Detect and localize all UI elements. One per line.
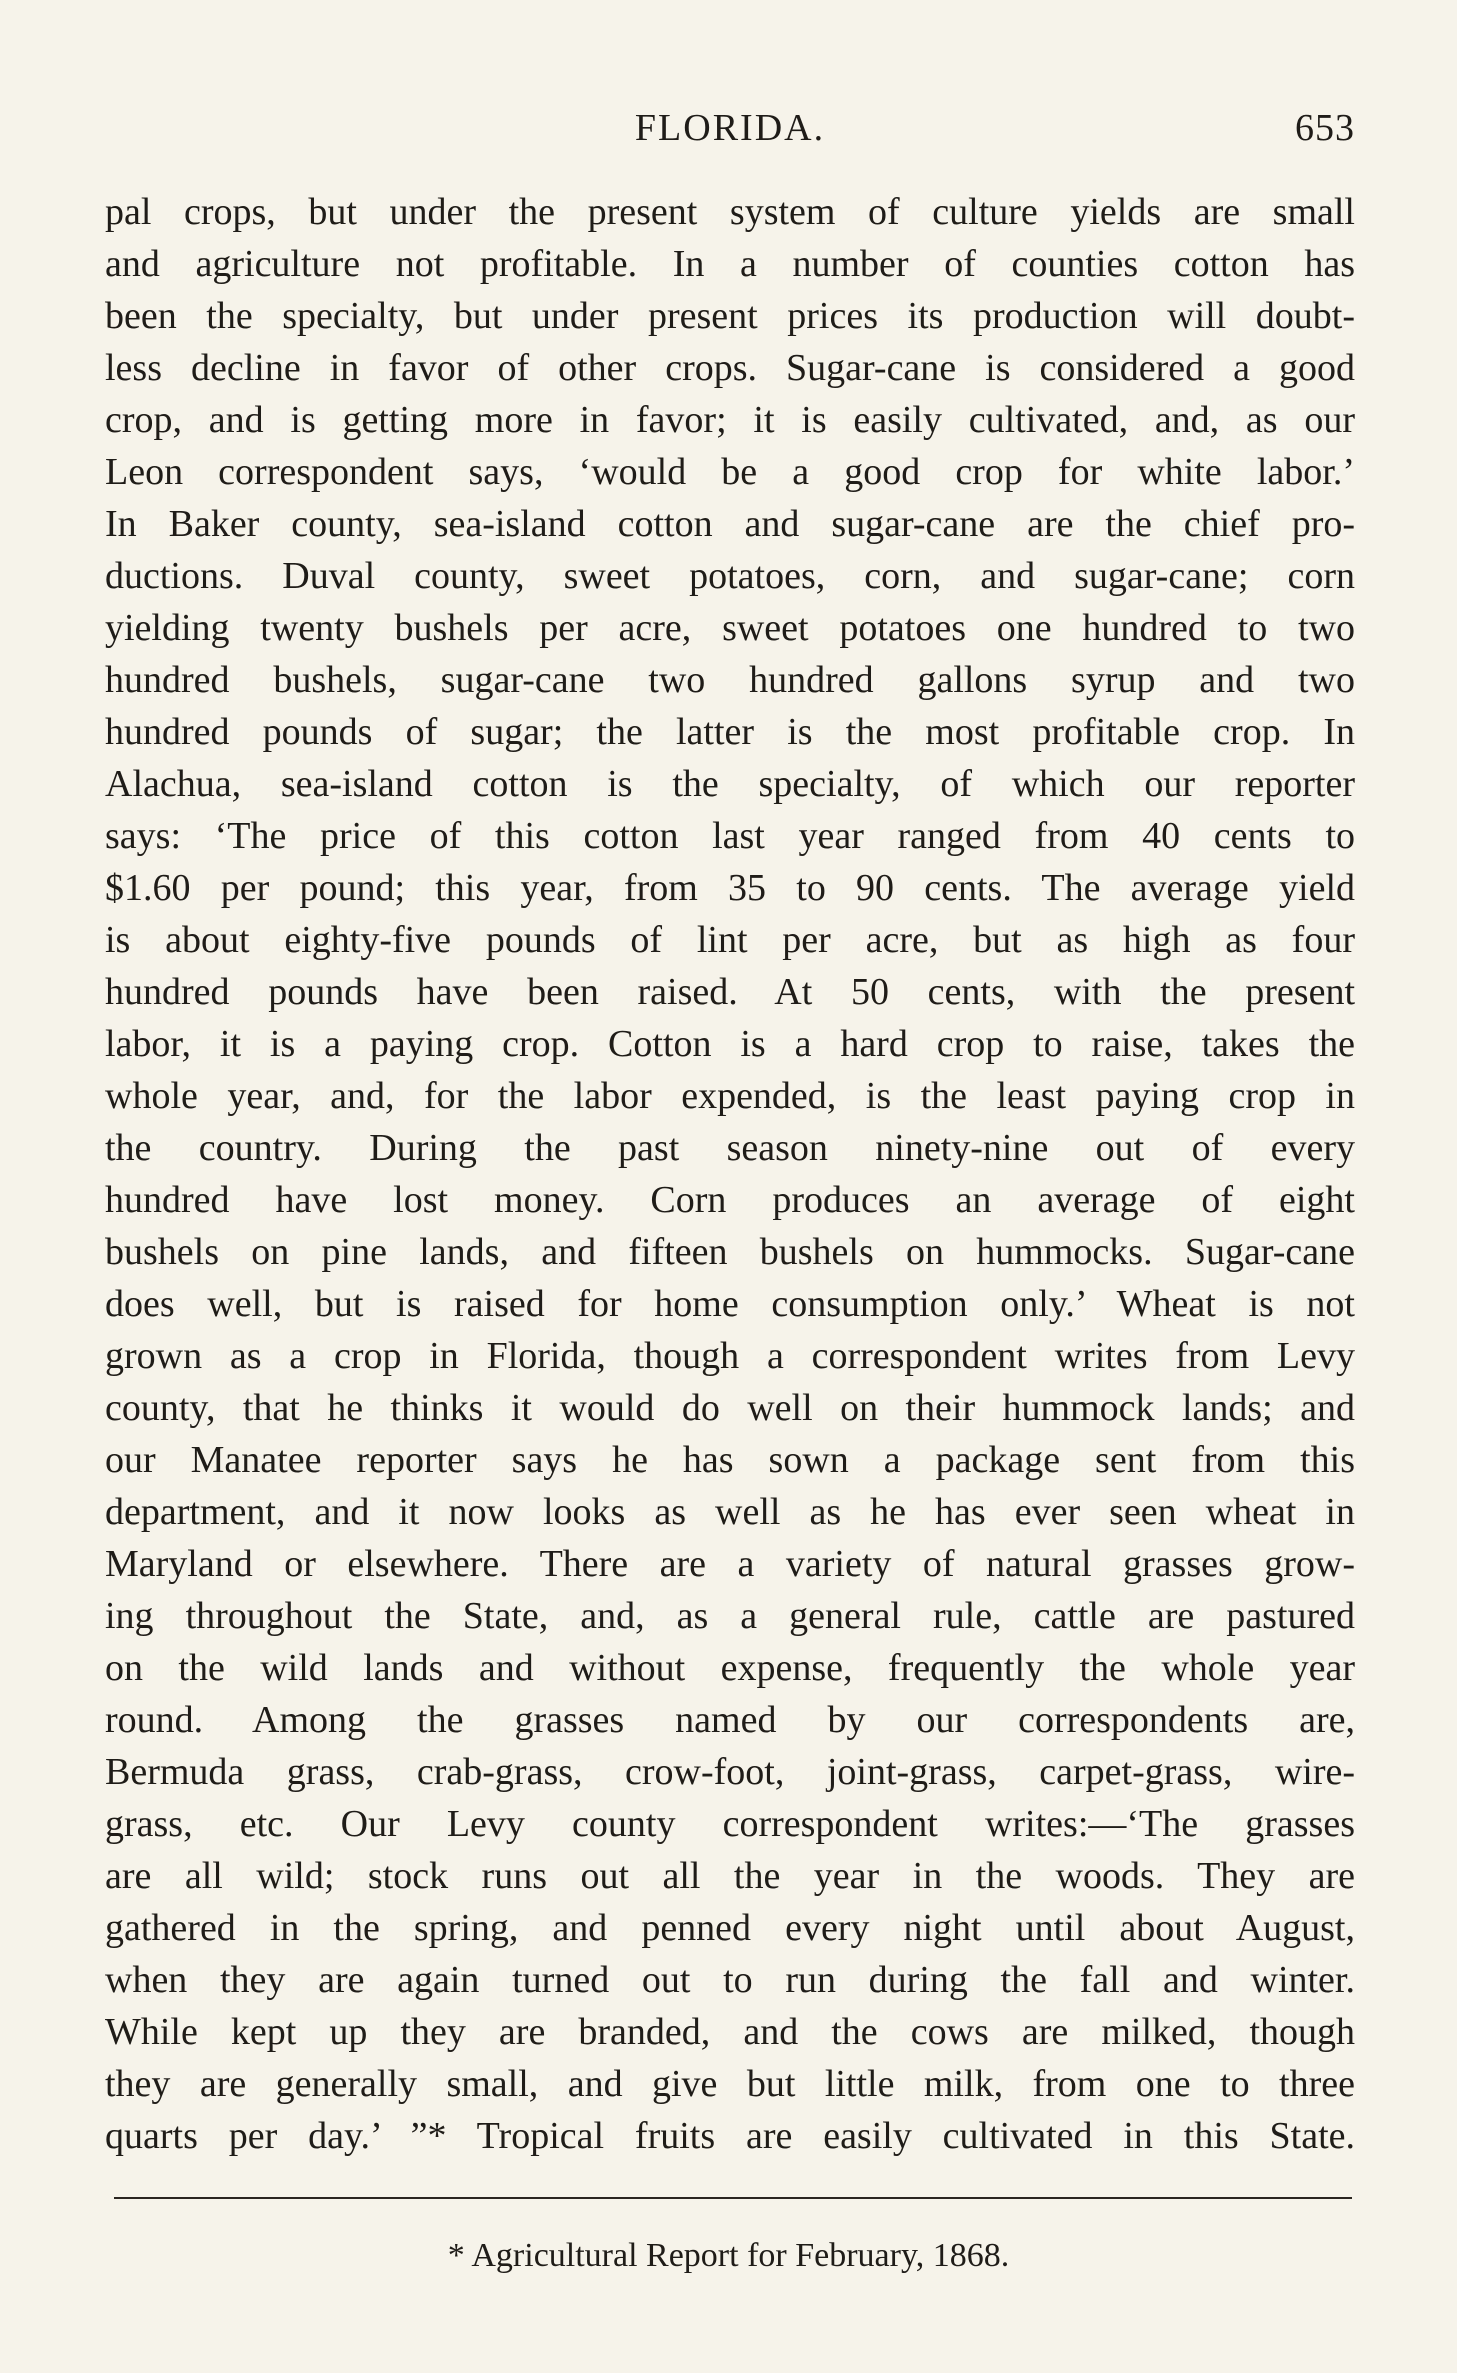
body-text	[105, 186, 1355, 2162]
text-line-34: gathered in the spring, and penned every night until about August,	[105, 1907, 1355, 1949]
text-line-37: they are generally small, and give but little milk, from one to three	[105, 2063, 1355, 2105]
text-line-5: crop, and is getting more in favor; it is easily cultivated, and, as our	[105, 399, 1355, 441]
page-number: 653	[1295, 107, 1355, 149]
text-line-12: Alachua, sea-island cotton is the specialty, of which our reporter	[105, 763, 1355, 805]
text-line-17: labor, it is a paying crop. Cotton is a hard crop to raise, takes the	[105, 1023, 1355, 1065]
text-line-11: hundred pounds of sugar; the latter is the most profitable crop. In	[105, 711, 1355, 753]
footnote-rule	[114, 2197, 1352, 2199]
text-line-8: ductions. Duval county, sweet potatoes, corn, and sugar-cane; corn	[105, 555, 1355, 597]
text-line-25: our Manatee reporter says he has sown a package sent from this	[105, 1439, 1355, 1481]
text-line-2: and agriculture not profitable. In a number of counties cotton has	[105, 243, 1355, 285]
page-header	[105, 103, 1355, 153]
text-line-36: While kept up they are branded, and the cows are milked, though	[105, 2011, 1355, 2053]
text-line-26: department, and it now looks as well as he has ever seen wheat in	[105, 1491, 1355, 1533]
text-line-9: yielding twenty bushels per acre, sweet potatoes one hundred to two	[105, 607, 1355, 649]
text-line-30: round. Among the grasses named by our correspondents are,	[105, 1699, 1355, 1741]
text-line-38: quarts per day.’ ”* Tropical fruits are easily cultivated in this State.	[105, 2115, 1355, 2157]
text-line-21: bushels on pine lands, and fifteen bushels on hummocks. Sugar-cane	[105, 1231, 1355, 1273]
text-line-29: on the wild lands and without expense, frequently the whole year	[105, 1647, 1355, 1689]
text-line-15: is about eighty-five pounds of lint per acre, but as high as four	[105, 919, 1355, 961]
text-line-27: Maryland or elsewhere. There are a variety of natural grasses grow-	[105, 1543, 1355, 1585]
text-line-32: grass, etc. Our Levy county correspondent writes:—‘The grasses	[105, 1803, 1355, 1845]
footnote: * Agricultural Report for February, 1868.	[447, 2237, 1010, 2274]
text-line-31: Bermuda grass, crab-grass, crow-foot, joint-grass, carpet-grass, wire-	[105, 1751, 1355, 1793]
text-line-10: hundred bushels, sugar-cane two hundred gallons syrup and two	[105, 659, 1355, 701]
text-line-16: hundred pounds have been raised. At 50 cents, with the present	[105, 971, 1355, 1013]
text-line-18: whole year, and, for the labor expended, is the least paying crop in	[105, 1075, 1355, 1117]
text-line-24: county, that he thinks it would do well on their hummock lands; and	[105, 1387, 1355, 1429]
text-line-23: grown as a crop in Florida, though a correspondent writes from Levy	[105, 1335, 1355, 1377]
text-line-22: does well, but is raised for home consumption only.’ Wheat is not	[105, 1283, 1355, 1325]
text-line-28: ing throughout the State, and, as a general rule, cattle are pastured	[105, 1595, 1355, 1637]
text-line-14: $1.60 per pound; this year, from 35 to 90 cents. The average yield	[105, 867, 1355, 909]
running-head: FLORIDA.	[634, 107, 826, 149]
text-line-1: pal crops, but under the present system of culture yields are small	[105, 191, 1355, 233]
text-line-35: when they are again turned out to run during the fall and winter.	[105, 1959, 1355, 2001]
text-line-3: been the specialty, but under present prices its production will doubt-	[105, 295, 1355, 337]
text-line-19: the country. During the past season ninety-nine out of every	[105, 1127, 1355, 1169]
text-line-6: Leon correspondent says, ‘would be a good crop for white labor.’	[105, 451, 1355, 493]
text-line-13: says: ‘The price of this cotton last year ranged from 40 cents to	[105, 815, 1355, 857]
text-line-20: hundred have lost money. Corn produces an average of eight	[105, 1179, 1355, 1221]
text-line-4: less decline in favor of other crops. Sugar-cane is considered a good	[105, 347, 1355, 389]
text-line-7: In Baker county, sea-island cotton and sugar-cane are the chief pro-	[105, 503, 1355, 545]
text-line-33: are all wild; stock runs out all the year in the woods. They are	[105, 1855, 1355, 1897]
